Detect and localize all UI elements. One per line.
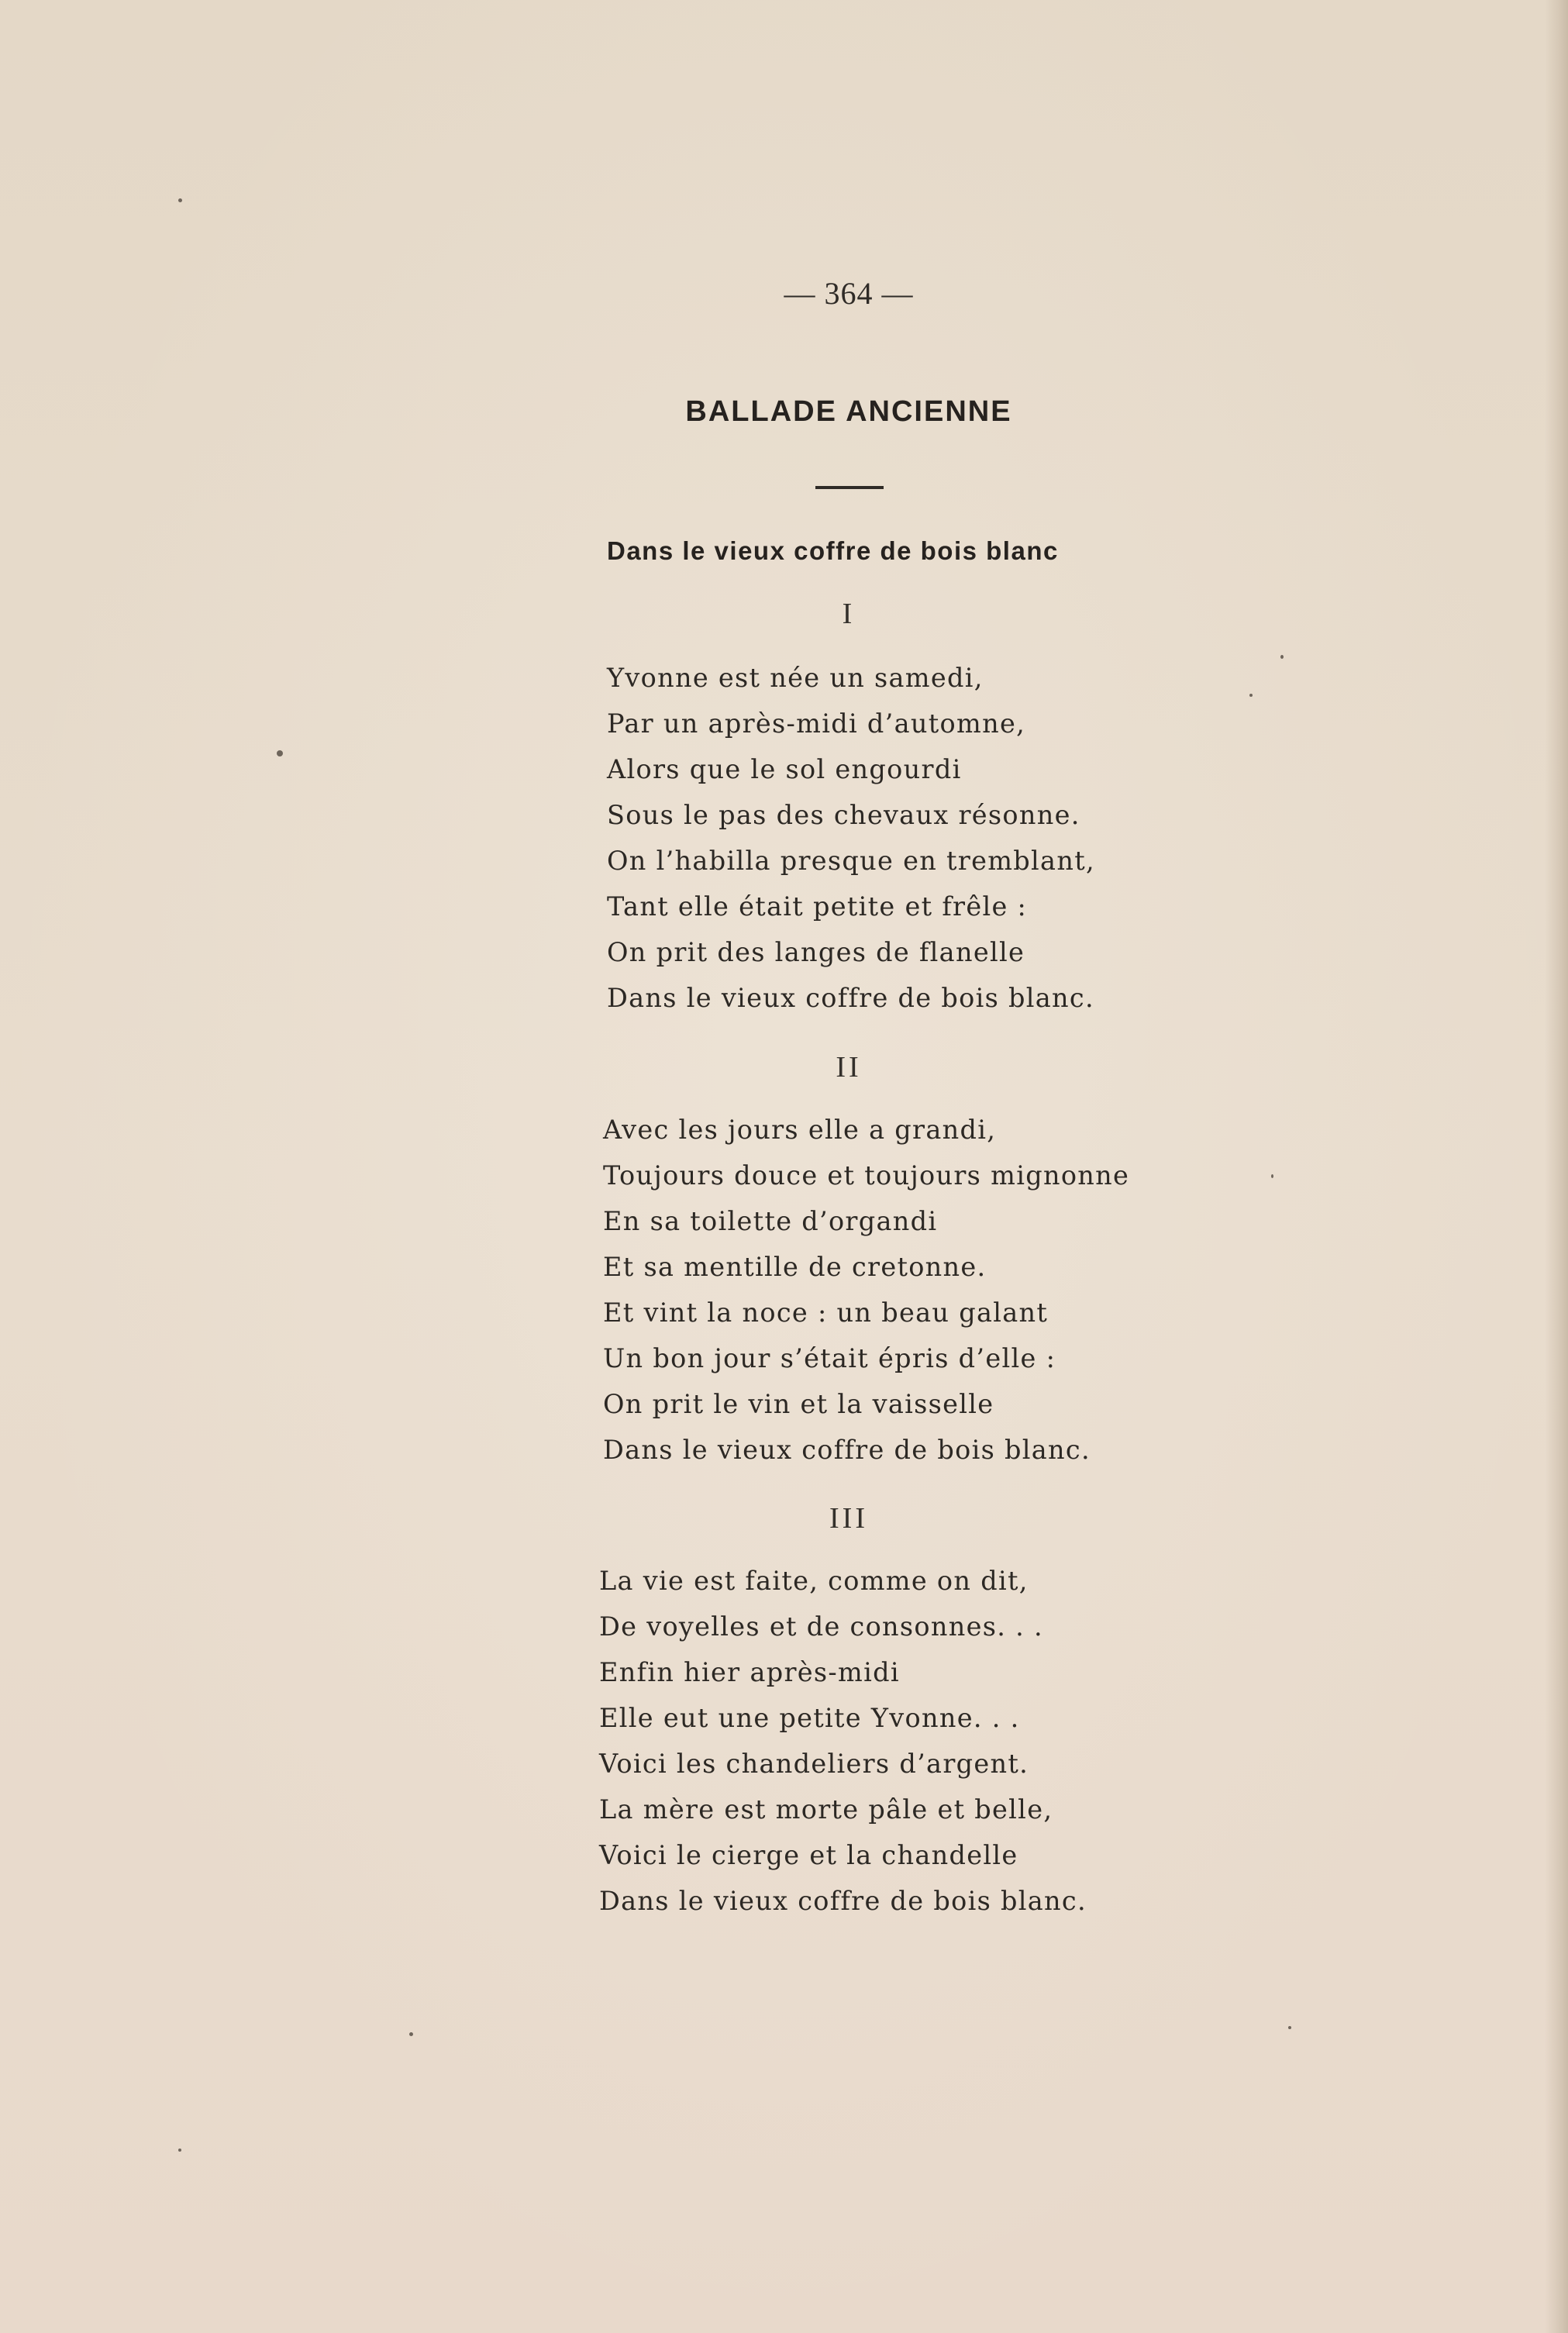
verse-line: En sa toilette d’organdi	[603, 1206, 938, 1236]
paper-speck	[409, 2032, 413, 2036]
verse-line: Avec les jours elle a grandi,	[603, 1115, 997, 1145]
verse-line: On l’habilla presque en tremblant,	[607, 846, 1095, 876]
paper-speck	[178, 198, 182, 202]
poem-title: BALLADE ANCIENNE	[685, 395, 1012, 428]
page-number: — 364 —	[784, 276, 914, 311]
paper-speck	[1288, 2026, 1291, 2029]
paper-speck	[178, 2149, 181, 2152]
paper-speck	[1249, 694, 1253, 697]
stanza-numeral-3: III	[829, 1502, 868, 1535]
verse-line: Voici le cierge et la chandelle	[599, 1840, 1018, 1870]
paper-speck	[277, 750, 283, 756]
verse-line: Et sa mentille de cretonne.	[603, 1252, 987, 1282]
verse-line: Alors que le sol engourdi	[607, 754, 962, 784]
verse-line: On prit le vin et la vaisselle	[603, 1389, 994, 1419]
verse-line: Elle eut une petite Yvonne. . .	[599, 1703, 1020, 1733]
verse-line: Yvonne est née un samedi,	[607, 663, 984, 693]
stanza-2	[603, 1107, 1129, 1473]
verse-line: Un bon jour s’était épris d’elle :	[603, 1343, 1056, 1373]
stanza-numeral-1: I	[842, 598, 856, 630]
stanza-3	[599, 1558, 1087, 1924]
verse-line: Dans le vieux coffre de bois blanc.	[599, 1886, 1087, 1916]
title-rule	[815, 486, 884, 489]
verse-line: Dans le vieux coffre de bois blanc.	[607, 983, 1094, 1013]
verse-line: La vie est faite, comme on dit,	[599, 1566, 1029, 1596]
verse-line: Voici les chandeliers d’argent.	[599, 1749, 1029, 1779]
stanza-1	[607, 655, 1095, 1021]
verse-line: De voyelles et de consonnes. . .	[599, 1611, 1044, 1642]
verse-line: Dans le vieux coffre de bois blanc.	[603, 1435, 1091, 1465]
verse-line: Tant elle était petite et frêle :	[607, 891, 1028, 922]
verse-line: Sous le pas des chevaux résonne.	[607, 800, 1080, 830]
verse-line: On prit des langes de flanelle	[607, 937, 1025, 967]
page-edge-shadow	[1545, 0, 1568, 2333]
poem-subtitle: Dans le vieux coffre de bois blanc	[607, 536, 1059, 565]
verse-line: Toujours douce et toujours mignonne	[603, 1160, 1130, 1191]
paper-speck	[1280, 655, 1284, 659]
verse-line: Et vint la noce : un beau galant	[603, 1297, 1049, 1328]
verse-line: Enfin hier après-midi	[599, 1657, 900, 1687]
paper-speck	[1271, 1174, 1273, 1178]
stanza-numeral-2: II	[836, 1051, 862, 1084]
verse-line: Par un après-midi d’automne,	[607, 708, 1026, 739]
verse-line: La mère est morte pâle et belle,	[599, 1794, 1053, 1825]
